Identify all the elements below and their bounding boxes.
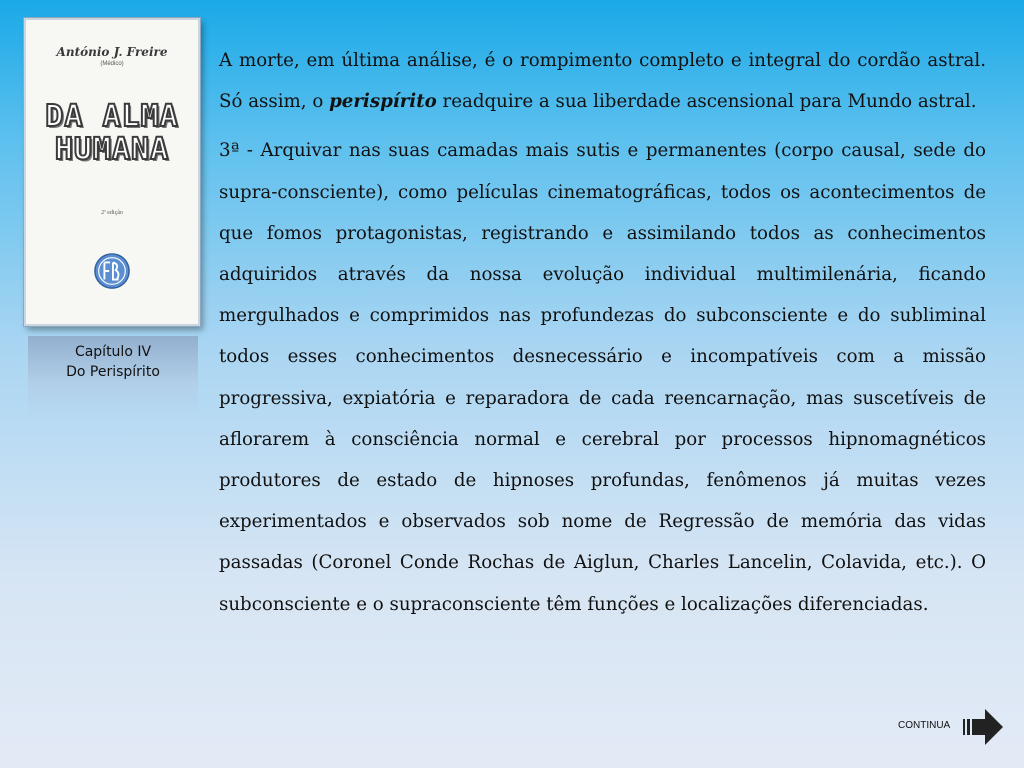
emphasis-perispirito: perispírito xyxy=(329,91,437,113)
chapter-title: Do Perispírito xyxy=(66,364,160,380)
book-title-line1: DA ALMA xyxy=(45,99,179,134)
paragraph-2: 3ª - Arquivar nas suas camadas mais sutis e permanentes (corpo causal, sede do supra-consciente), como películas cinematográficas, todos os acontecimentos de que fomos protagonistas, registrando e assimilando todos as conhecimentos adquiridos através da nossa evolução individual multimilenária, ficando mergulhados e comprimidos nas profundezas do subconsciente e do subliminal todos esses conhecimentos desnecessário e incompatíveis com a missão progressiva, expiatória e reparadora de cada reencarnação, mas suscetíveis de aflorarem à consciência normal e cerebral por processos hipnomagnéticos produtores de estado de hipnoses profundas, fenômenos já muitas vezes experimentados e observados sob nome de Regressão de memória das vidas passadas (Coronel Conde Rochas de Aiglun, Charles Lancelin, Colavida, etc.). O subconsciente e o supraconsciente têm funções e localizações diferenciadas. xyxy=(219,140,986,615)
paragraph-1-start: A morte, em última análise, é o rompimento completo e integral do cordão astral. Só assim, o xyxy=(219,50,986,113)
book-title-line2: HUMANA xyxy=(54,132,170,167)
book-title xyxy=(26,100,198,166)
main-text xyxy=(219,40,986,625)
book-edition: 2ª edição xyxy=(101,210,123,216)
chapter-number: Capítulo IV xyxy=(74,344,152,360)
right-arrow-icon[interactable] xyxy=(961,706,1005,748)
book-author: António J. Freire xyxy=(56,45,168,59)
book-author-note: (Médico) xyxy=(100,61,124,67)
paragraph-1-end: readquire a sua liberdade ascensional para Mundo astral. xyxy=(436,91,977,113)
publisher-logo-icon xyxy=(93,252,131,290)
chapter-caption xyxy=(28,336,198,416)
continue-button[interactable] xyxy=(898,706,1006,748)
book-cover-image xyxy=(24,18,200,326)
paragraph-1 xyxy=(219,40,986,122)
continue-label: CONTINUA xyxy=(898,720,951,731)
